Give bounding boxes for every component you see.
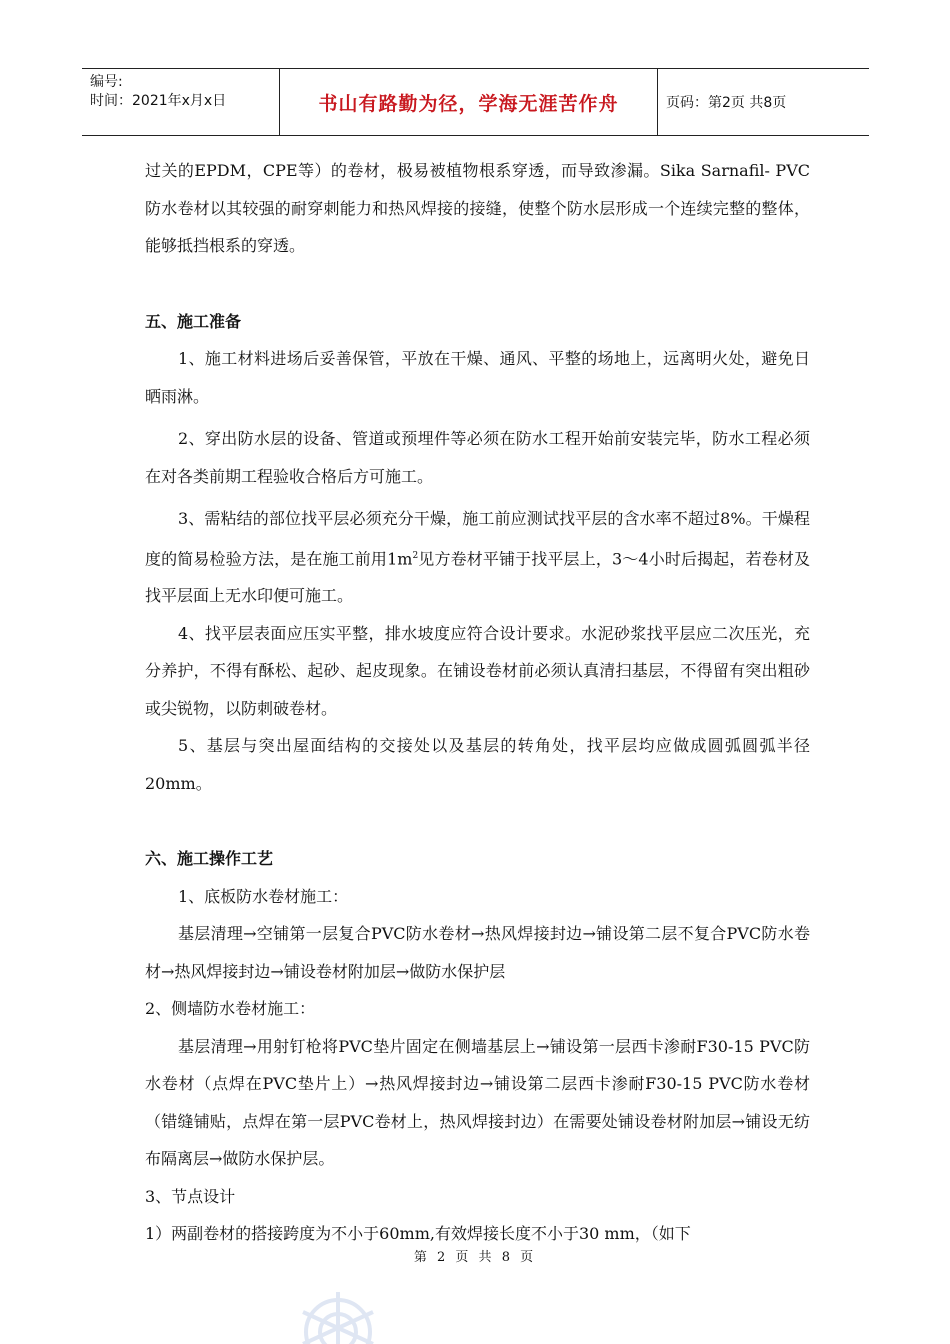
- section-5-item-1: 1、施工材料进场后妥善保管，平放在干燥、通风、平整的场地上，远离明火处，避免日晒雨淋。: [145, 349, 810, 406]
- section-5-item-3-part-b: 见方卷材平铺于找平层上，3～4小时后揭起，若卷材及找平层面上无水印便可施工。: [145, 548, 810, 606]
- snowflake-watermark-icon: [278, 1282, 398, 1344]
- superscript-2: 2: [412, 550, 419, 561]
- section-5-item-2: 2、穿出防水层的设备、管道或预埋件等必须在防水工程开始前安装完毕，防水工程必须在对各类前期工程验收合格后方可施工。: [145, 429, 810, 486]
- section-6-item-2-text: 基层清理→用射钉枪将PVC垫片固定在侧墙基层上→铺设第一层西卡渗耐F30-15 PVC防水卷材（点焊在PVC垫片上）→热风焊接封边→铺设第二层西卡渗耐F30-15 PVC防水卷材（错缝铺贴，点焊在第一层PVC卷材上，热风焊接封边）在需要处铺设卷材附加层→铺设无纺布隔离层→做防水保护层。: [145, 1036, 810, 1169]
- section-6-title: 六、施工操作工艺: [145, 849, 274, 869]
- header-meta: [82, 69, 280, 135]
- section-6-item-3: 3、节点设计: [145, 1186, 236, 1206]
- section-6-item-1: 1、底板防水卷材施工：: [178, 886, 349, 906]
- section-5-item-4: 4、找平层表面应压实平整，排水坡度应符合设计要求。水泥砂浆找平层应二次压光，充分养护，不得有酥松、起砂、起皮现象。在铺设卷材前必须认真清扫基层，不得留有突出粗砂或尖锐物，以防刺破卷材。: [145, 623, 810, 718]
- section-5-item-3: [145, 500, 810, 615]
- document-header: [82, 68, 869, 136]
- page-footer: 第 2 页 共 8 页: [413, 1250, 537, 1265]
- section-5-item-3-part-a: 3、需粘结的部位找平层必须充分干燥，施工前应测试找平层的含水率不超过8%。干燥程度的简易检验方法，是在施工前用1m: [145, 509, 810, 568]
- header-number-label: 编号:: [90, 74, 123, 90]
- intro-paragraph: 过关的EPDM，CPE等）的卷材，极易被植物根系穿透，而导致渗漏。Sika Sarnafil- PVC防水卷材以其较强的耐穿刺能力和热风焊接的接缝，使整个防水层形成一个连续完整的整体，能够抵挡根系的穿透。: [145, 161, 810, 255]
- header-page-info: 页码：第2页 共8页: [666, 95, 787, 111]
- header-motto-cell: [280, 69, 658, 135]
- section-6-item-2: 2、侧墙防水卷材施工：: [145, 999, 316, 1019]
- section-6-item-1-text: 基层清理→空铺第一层复合PVC防水卷材→热风焊接封边→铺设第二层不复合PVC防水卷材→热风焊接封边→铺设卷材附加层→做防水保护层: [145, 924, 810, 981]
- document-body: [145, 152, 810, 1253]
- section-5-title: 五、施工准备: [145, 311, 242, 331]
- header-time-label: 时间：2021年x月x日: [90, 93, 227, 109]
- section-5-item-5: 5、基层与突出屋面结构的交接处以及基层的转角处，找平层均应做成圆弧圆弧半径20mm。: [145, 736, 810, 793]
- header-motto: 书山有路勤为径，学海无涯苦作舟: [318, 92, 619, 115]
- section-6-item-3-1: 1）两副卷材的搭接跨度为不小于60mm,有效焊接长度不小于30 mm，（如下: [145, 1224, 691, 1244]
